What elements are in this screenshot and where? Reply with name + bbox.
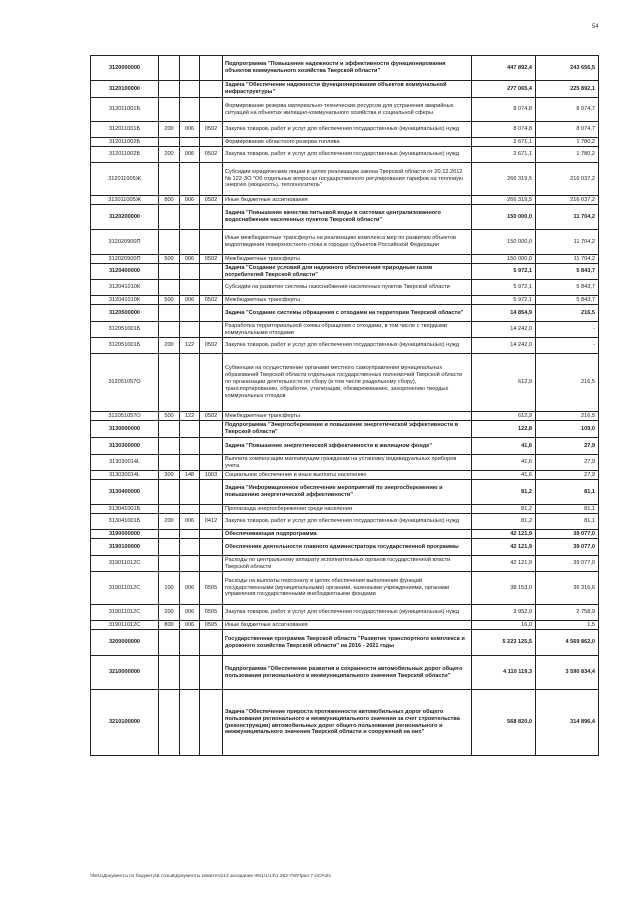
cell-admin-code: 006 — [180, 621, 200, 630]
page-number: 54 — [592, 24, 599, 30]
cell-description: Обеспечение деятельности главного администратора государственной программы — [223, 539, 472, 556]
cell-planned: 14 242,0 — [472, 338, 536, 354]
cell-planned: 266 319,5 — [472, 196, 536, 205]
cell-section: 0412 — [200, 514, 223, 530]
cell-description: Государственная программа Тверской области "Развитие транспортного комплекса и дорожного хозяйства Тверской области" на 2016 - 2021 годы — [223, 630, 472, 656]
table-row — [91, 412, 599, 421]
cell-section: 0502 — [200, 412, 223, 421]
cell-admin-code — [180, 230, 200, 255]
cell-expense-type: 500 — [159, 255, 180, 264]
cell-admin-code — [180, 556, 200, 572]
cell-section — [200, 56, 223, 81]
table-row — [91, 539, 599, 556]
table-row — [91, 296, 599, 305]
table-row — [91, 690, 599, 756]
table-row — [91, 530, 599, 539]
cell-code: 3210000000 — [91, 656, 159, 690]
cell-code: 3120500000 — [91, 305, 159, 322]
cell-expense-type: 200 — [159, 147, 180, 163]
cell-section: 0502 — [200, 122, 223, 138]
table-row — [91, 505, 599, 514]
file-path-footer: \\fs01\Документы по бюджету\Б созыв\Документы комитета\13 заседание 05\1\1\13\1 263-7\6\Прил 7 к\СР.xls — [90, 874, 331, 879]
cell-planned: 150 000,0 — [472, 230, 536, 255]
cell-executed: 1 780,2 — [536, 147, 599, 163]
cell-expense-type — [159, 455, 180, 471]
table-row — [91, 98, 599, 122]
cell-code: 312041010К — [91, 296, 159, 305]
cell-code: 3120400000 — [91, 264, 159, 280]
cell-section — [200, 138, 223, 147]
cell-planned: 568 820,0 — [472, 690, 536, 756]
cell-admin-code — [180, 305, 200, 322]
cell-code: 3130400000 — [91, 480, 159, 505]
cell-planned: 2 671,1 — [472, 138, 536, 147]
cell-executed: 8 074,7 — [536, 122, 599, 138]
table-row — [91, 354, 599, 412]
cell-admin-code — [180, 421, 200, 438]
cell-admin-code — [180, 163, 200, 196]
cell-admin-code: 006 — [180, 605, 200, 621]
cell-description: Межбюджетные трансферты — [223, 255, 472, 264]
cell-executed: 314 896,4 — [536, 690, 599, 756]
cell-code: 313030014L — [91, 455, 159, 471]
cell-planned: 5 972,1 — [472, 296, 536, 305]
cell-section — [200, 163, 223, 196]
cell-expense-type — [159, 505, 180, 514]
cell-admin-code — [180, 438, 200, 455]
cell-description: Расходы на выплаты персоналу в целях обеспечения выполнения функций государственными (муниципальными) органами, казенными учреждениями, органами управления государственными внебюджетными фондами — [223, 572, 472, 605]
cell-section — [200, 230, 223, 255]
cell-description: Межбюджетные трансферты — [223, 296, 472, 305]
table-row — [91, 163, 599, 196]
cell-code: 3120100000 — [91, 81, 159, 98]
cell-admin-code — [180, 138, 200, 147]
cell-expense-type — [159, 556, 180, 572]
budget-table — [90, 55, 599, 756]
cell-expense-type — [159, 280, 180, 296]
table-row — [91, 471, 599, 480]
cell-section — [200, 539, 223, 556]
table-row — [91, 230, 599, 255]
cell-admin-code — [180, 505, 200, 514]
table-row — [91, 421, 599, 438]
cell-description: Субвенции на осуществление органами местного самоуправления муниципальных образований Тверской области отдельных государственных полномочий Тверской области по организации деятельности по сбору (в том числе раздельному сбору), транспортированию, обработке, утилизации, обезвреживанию, захоронению твердых коммунальных отходов — [223, 354, 472, 412]
cell-planned: 8 074,8 — [472, 122, 536, 138]
cell-expense-type: 800 — [159, 196, 180, 205]
cell-planned: 5 972,1 — [472, 264, 536, 280]
cell-code: 3190100000 — [91, 539, 159, 556]
cell-planned: 150 000,0 — [472, 255, 536, 264]
cell-executed: 1,5 — [536, 621, 599, 630]
table-row — [91, 255, 599, 264]
cell-code: 312051057О — [91, 412, 159, 421]
cell-admin-code: 006 — [180, 296, 200, 305]
cell-section — [200, 556, 223, 572]
cell-executed: 81,1 — [536, 505, 599, 514]
cell-admin-code — [180, 205, 200, 230]
cell-planned: 42 121,9 — [472, 530, 536, 539]
cell-executed: 216 037,2 — [536, 163, 599, 196]
cell-admin-code — [180, 81, 200, 98]
cell-admin-code — [180, 264, 200, 280]
cell-admin-code — [180, 322, 200, 338]
cell-description: Закупка товаров, работ и услуг для обеспечения государственных (муниципальных) нужд — [223, 514, 472, 530]
cell-code: 319011012С — [91, 572, 159, 605]
cell-expense-type — [159, 56, 180, 81]
cell-section — [200, 421, 223, 438]
cell-expense-type: 100 — [159, 572, 180, 605]
cell-admin-code — [180, 56, 200, 81]
cell-section: 0502 — [200, 255, 223, 264]
cell-planned: 5 223 125,5 — [472, 630, 536, 656]
cell-expense-type: 500 — [159, 412, 180, 421]
cell-executed: 11 704,2 — [536, 255, 599, 264]
cell-section — [200, 505, 223, 514]
cell-planned: 42 121,9 — [472, 556, 536, 572]
cell-code: 313030014L — [91, 471, 159, 480]
cell-executed: - — [536, 322, 599, 338]
cell-admin-code — [180, 280, 200, 296]
cell-code: 312011002Б — [91, 147, 159, 163]
cell-planned: 612,9 — [472, 412, 536, 421]
cell-description: Подпрограмма "Повышение надежности и эффективности функционирования объектов коммунального хозяйства Тверской области" — [223, 56, 472, 81]
cell-executed: 3 590 834,4 — [536, 656, 599, 690]
cell-section — [200, 322, 223, 338]
cell-planned: 81,2 — [472, 505, 536, 514]
cell-planned: 3 952,9 — [472, 605, 536, 621]
cell-section — [200, 280, 223, 296]
cell-executed: 36 316,6 — [536, 572, 599, 605]
cell-admin-code — [180, 630, 200, 656]
cell-description: Иные бюджетные ассигнования — [223, 621, 472, 630]
cell-code: 313041001Б — [91, 514, 159, 530]
cell-description: Субсидии юридическим лицам в целях реализации закона Тверской области от 20.12.2012 № 122-ЗО "Об отдельных вопросах государственного регулирования тарифов на тепловую энергию (мощность), теплоноситель" — [223, 163, 472, 196]
cell-admin-code: 006 — [180, 514, 200, 530]
cell-code: 313041001Б — [91, 505, 159, 514]
cell-section — [200, 438, 223, 455]
cell-code: 312011005Ж — [91, 196, 159, 205]
cell-code: 3130300000 — [91, 438, 159, 455]
cell-section — [200, 690, 223, 756]
cell-admin-code: 006 — [180, 147, 200, 163]
cell-executed: 39 077,0 — [536, 530, 599, 539]
cell-description: Выплата компенсации малоимущим гражданам на установку индивидуальных приборов учета — [223, 455, 472, 471]
cell-code: 312041010К — [91, 280, 159, 296]
cell-section: 0505 — [200, 621, 223, 630]
cell-code: 3190000000 — [91, 530, 159, 539]
cell-description: Иные бюджетные ассигнования — [223, 196, 472, 205]
cell-expense-type — [159, 354, 180, 412]
cell-executed: 5 843,7 — [536, 280, 599, 296]
cell-section — [200, 98, 223, 122]
cell-executed: 216,5 — [536, 305, 599, 322]
cell-description: Иные межбюджетные трансферты на реализацию комплекса мер по развитию объектов водоотведения поверхностного стока в городах субъектов Российской Федерации — [223, 230, 472, 255]
cell-description: Подпрограмма "Обеспечение развития и сохранности автомобильных дорог общего пользования регионального и межмуниципального значения Тверской области" — [223, 656, 472, 690]
table-row — [91, 322, 599, 338]
cell-planned: 122,8 — [472, 421, 536, 438]
cell-executed: 225 892,1 — [536, 81, 599, 98]
table-row — [91, 305, 599, 322]
cell-admin-code — [180, 656, 200, 690]
cell-planned: 14 242,0 — [472, 322, 536, 338]
cell-code: 312011005Ж — [91, 163, 159, 196]
cell-executed: 243 656,5 — [536, 56, 599, 81]
table-row — [91, 480, 599, 505]
cell-code: 3130000000 — [91, 421, 159, 438]
cell-expense-type — [159, 230, 180, 255]
cell-code: 3120000000 — [91, 56, 159, 81]
table-row — [91, 605, 599, 621]
cell-section — [200, 630, 223, 656]
cell-planned: 41,6 — [472, 455, 536, 471]
cell-section: 0502 — [200, 147, 223, 163]
cell-section: 0505 — [200, 605, 223, 621]
table-row — [91, 264, 599, 280]
cell-planned: 150 000,0 — [472, 205, 536, 230]
cell-code: 312020900П — [91, 230, 159, 255]
cell-executed: 81,1 — [536, 514, 599, 530]
cell-description: Задача "Информационное обеспечение мероприятий по энергосбережению и повышению энергетической эффективности" — [223, 480, 472, 505]
cell-planned: 38 153,0 — [472, 572, 536, 605]
table-row — [91, 556, 599, 572]
cell-admin-code — [180, 480, 200, 505]
table-row — [91, 81, 599, 98]
cell-expense-type — [159, 138, 180, 147]
cell-planned: 266 319,5 — [472, 163, 536, 196]
cell-description: Задача "Создание условий для надежного обеспечения природным газом потребителей Тверской области" — [223, 264, 472, 280]
cell-executed: 8 074,7 — [536, 98, 599, 122]
table-row — [91, 455, 599, 471]
cell-expense-type — [159, 163, 180, 196]
cell-admin-code: 006 — [180, 572, 200, 605]
cell-section — [200, 354, 223, 412]
cell-expense-type — [159, 630, 180, 656]
cell-expense-type: 300 — [159, 471, 180, 480]
cell-admin-code: 148 — [180, 471, 200, 480]
cell-admin-code — [180, 354, 200, 412]
table-row — [91, 514, 599, 530]
cell-planned: 41,6 — [472, 471, 536, 480]
cell-executed: 5 843,7 — [536, 264, 599, 280]
table-row — [91, 338, 599, 354]
table-row — [91, 122, 599, 138]
cell-admin-code: 122 — [180, 412, 200, 421]
cell-description: Разработка территориальной схемы обращения с отходами, в том числе с твердыми коммунальными отходами — [223, 322, 472, 338]
cell-code: 319011012С — [91, 556, 159, 572]
cell-expense-type — [159, 81, 180, 98]
cell-admin-code: 006 — [180, 255, 200, 264]
cell-section: 0502 — [200, 196, 223, 205]
cell-executed: 27,9 — [536, 455, 599, 471]
cell-code: 312051001Б — [91, 322, 159, 338]
cell-description: Подпрограмма "Энергосбережение и повышение энергетической эффективности в Тверской области" — [223, 421, 472, 438]
table-row — [91, 138, 599, 147]
cell-expense-type — [159, 205, 180, 230]
cell-section — [200, 205, 223, 230]
cell-code: 3210100000 — [91, 690, 159, 756]
cell-executed: 5 843,7 — [536, 296, 599, 305]
cell-planned: 612,9 — [472, 354, 536, 412]
cell-expense-type — [159, 690, 180, 756]
cell-planned: 81,2 — [472, 480, 536, 505]
cell-code: 312051057О — [91, 354, 159, 412]
table-row — [91, 280, 599, 296]
cell-planned: 4 110 119,3 — [472, 656, 536, 690]
cell-expense-type: 200 — [159, 514, 180, 530]
cell-code: 312020900П — [91, 255, 159, 264]
cell-planned: 41,6 — [472, 438, 536, 455]
cell-expense-type — [159, 421, 180, 438]
cell-admin-code — [180, 539, 200, 556]
cell-description: Закупка товаров, работ и услуг для обеспечения государственных (муниципальных) нужд — [223, 338, 472, 354]
cell-executed: 11 704,2 — [536, 205, 599, 230]
cell-executed: 216,5 — [536, 412, 599, 421]
cell-executed: 109,0 — [536, 421, 599, 438]
cell-expense-type — [159, 539, 180, 556]
cell-description: Задача "Обеспечение надежности функционирования объектов коммунальной инфраструктуры" — [223, 81, 472, 98]
cell-description: Формирование областного резерва топлива — [223, 138, 472, 147]
cell-section — [200, 656, 223, 690]
cell-executed: 27,9 — [536, 471, 599, 480]
cell-description: Расходы по центральному аппарату исполнительных органов государственной власти Тверской области — [223, 556, 472, 572]
cell-expense-type: 800 — [159, 621, 180, 630]
cell-planned: 5 972,1 — [472, 280, 536, 296]
cell-code: 312011001Б — [91, 122, 159, 138]
cell-code: 3200000000 — [91, 630, 159, 656]
cell-expense-type: 200 — [159, 338, 180, 354]
cell-description: Задача "Создание системы обращения с отходами на территории Тверской области" — [223, 305, 472, 322]
cell-code: 312011002Б — [91, 138, 159, 147]
cell-planned: 2 671,1 — [472, 147, 536, 163]
cell-planned: 81,2 — [472, 514, 536, 530]
cell-description: Субсидии на развитие системы газоснабжения населенных пунктов Тверской области — [223, 280, 472, 296]
cell-admin-code — [180, 530, 200, 539]
cell-section: 0502 — [200, 296, 223, 305]
cell-executed: - — [536, 338, 599, 354]
table-row — [91, 196, 599, 205]
cell-executed: 39 077,0 — [536, 556, 599, 572]
cell-expense-type — [159, 656, 180, 690]
table-row — [91, 656, 599, 690]
cell-expense-type — [159, 305, 180, 322]
cell-admin-code — [180, 98, 200, 122]
table-row — [91, 56, 599, 81]
cell-planned: 8 074,8 — [472, 98, 536, 122]
cell-description: Задача "Повышение энергетической эффективности в жилищном фонде" — [223, 438, 472, 455]
cell-executed: 2 758,9 — [536, 605, 599, 621]
cell-section — [200, 264, 223, 280]
cell-executed: 11 704,2 — [536, 230, 599, 255]
cell-executed: 216,5 — [536, 354, 599, 412]
cell-planned: 16,0 — [472, 621, 536, 630]
cell-code: 3120200000 — [91, 205, 159, 230]
cell-section — [200, 455, 223, 471]
cell-executed: 39 077,0 — [536, 539, 599, 556]
table-row — [91, 205, 599, 230]
cell-section: 0502 — [200, 338, 223, 354]
cell-expense-type: 500 — [159, 296, 180, 305]
cell-section: 0505 — [200, 572, 223, 605]
cell-code: 319011012С — [91, 605, 159, 621]
cell-admin-code — [180, 455, 200, 471]
cell-executed: 81,1 — [536, 480, 599, 505]
cell-admin-code: 006 — [180, 122, 200, 138]
cell-expense-type: 200 — [159, 122, 180, 138]
cell-description: Обеспечивающая подпрограмма — [223, 530, 472, 539]
table-row — [91, 621, 599, 630]
cell-section: 1003 — [200, 471, 223, 480]
cell-executed: 1 780,2 — [536, 138, 599, 147]
cell-executed: 27,9 — [536, 438, 599, 455]
cell-description: Закупка товаров, работ и услуг для обеспечения государственных (муниципальных) нужд — [223, 605, 472, 621]
cell-planned: 42 121,9 — [472, 539, 536, 556]
cell-description: Социальное обеспечение и иные выплаты населению — [223, 471, 472, 480]
cell-expense-type — [159, 264, 180, 280]
cell-code: 312051001Б — [91, 338, 159, 354]
cell-description: Задача "Повышение качества питьевой воды в системах централизованного водоснабжения населенных пунктов Тверской области" — [223, 205, 472, 230]
cell-admin-code: 006 — [180, 196, 200, 205]
cell-description: Задача "Обеспечение прироста протяженности автомобильных дорог общего пользования регионального и межмуниципального значения за счет строительства (реконструкции) автомобильных дорог общего пользования регионального и межмуниципального значения Тверской области и сооружений на них" — [223, 690, 472, 756]
cell-description: Формирование резерва материально-технических ресурсов для устранения аварийных ситуаций на объектах жилищно-коммунального хозяйства и социальной сферы — [223, 98, 472, 122]
cell-description: Пропаганда энергосбережения среди населения — [223, 505, 472, 514]
cell-section — [200, 530, 223, 539]
cell-executed: 4 569 862,0 — [536, 630, 599, 656]
cell-planned: 14 854,9 — [472, 305, 536, 322]
cell-planned: 277 065,4 — [472, 81, 536, 98]
cell-executed: 216 037,2 — [536, 196, 599, 205]
cell-expense-type — [159, 98, 180, 122]
cell-expense-type — [159, 480, 180, 505]
cell-section — [200, 480, 223, 505]
cell-section — [200, 81, 223, 98]
table-row — [91, 572, 599, 605]
cell-expense-type — [159, 322, 180, 338]
cell-description: Межбюджетные трансферты — [223, 412, 472, 421]
cell-expense-type: 200 — [159, 605, 180, 621]
cell-description: Закупка товаров, работ и услуг для обеспечения государственных (муниципальных) нужд — [223, 147, 472, 163]
table-row — [91, 438, 599, 455]
cell-expense-type — [159, 530, 180, 539]
table-row — [91, 147, 599, 163]
cell-section — [200, 305, 223, 322]
cell-planned: 447 892,4 — [472, 56, 536, 81]
table-row — [91, 630, 599, 656]
cell-code: 312011001Б — [91, 98, 159, 122]
cell-description: Закупка товаров, работ и услуг для обеспечения государственных (муниципальных) нужд — [223, 122, 472, 138]
cell-expense-type — [159, 438, 180, 455]
cell-admin-code: 122 — [180, 338, 200, 354]
cell-admin-code — [180, 690, 200, 756]
cell-code: 319011012С — [91, 621, 159, 630]
